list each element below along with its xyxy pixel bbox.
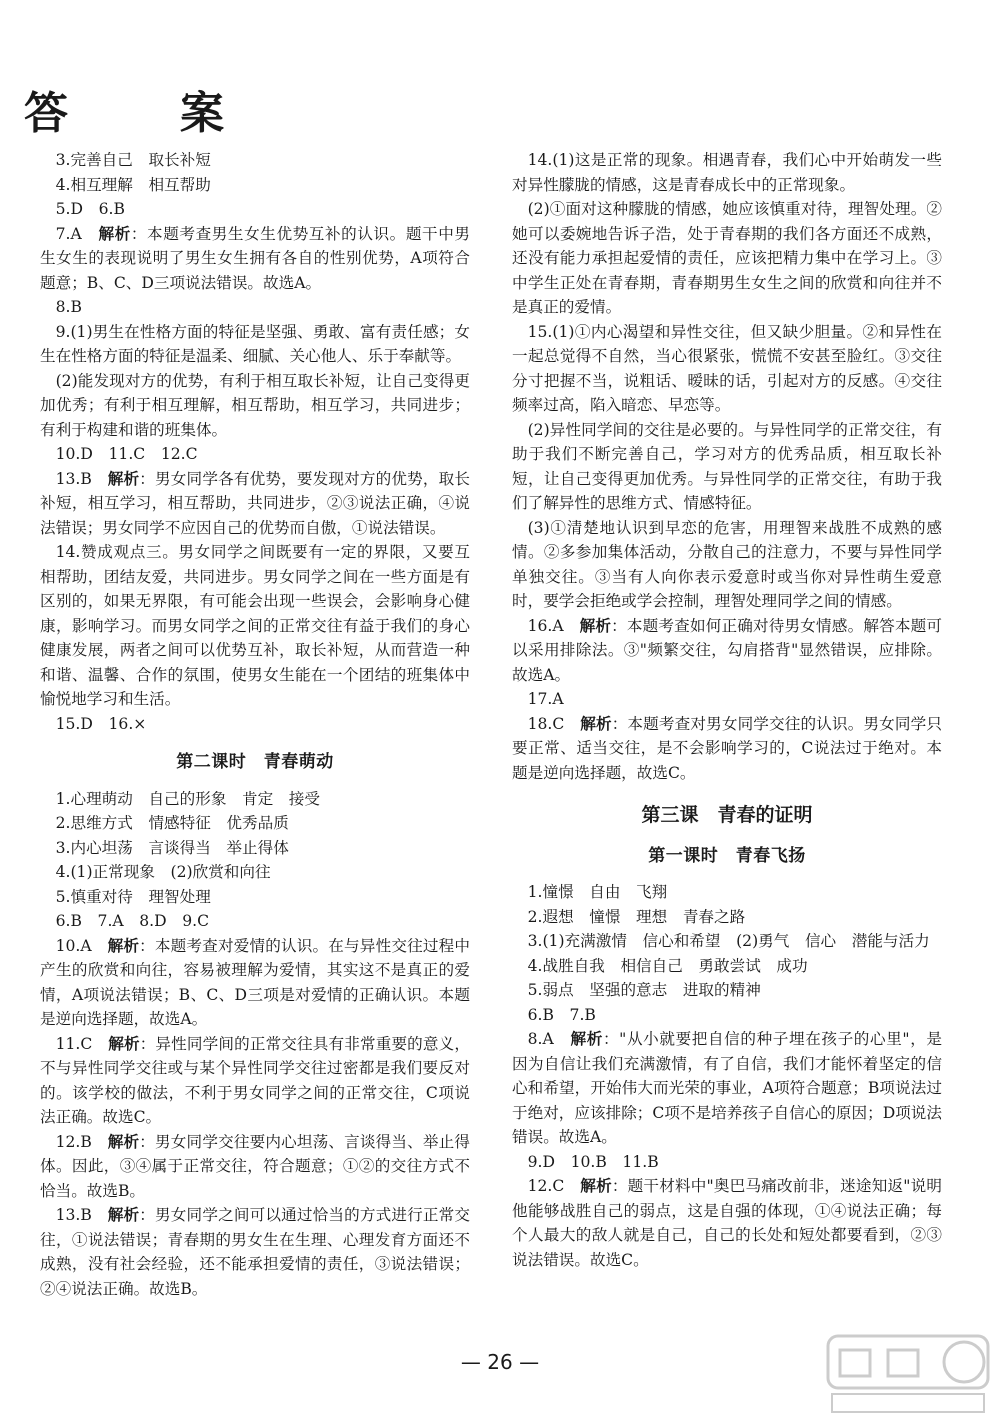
answer-line: 4.战胜自我 相信自己 勇敢尝试 成功 [527,956,808,975]
answer-line: 13.B 解析：男女同学之间可以通过恰当的方式进行正常交往，①说法错误；青春期的男女生在生理、心理发育方面还不成熟，没有社会经验，还不能承担爱情的责任，③说法错误；②④说法正确。故选B。 [40,1206,470,1298]
answer-line: 4.相互理解 相互帮助 [55,175,211,194]
answer-line: 7.A 解析：本题考查男生女生优势互补的认识。题干中男生女生的表现说明了男生女生拥有各自的性别优势，A项符合题意；B、C、D三项说法错误。故选A。 [40,224,470,292]
analysis-label: 解析 [108,1034,140,1053]
answer-line: 1.心理萌动 自己的形象 肯定 接受 [55,789,320,808]
answer-line: 6.B 7.B [527,1005,596,1024]
section-heading: 第一课时 青春飞扬 [648,845,806,866]
left-column [40,148,470,1301]
answer-line: 6.B 7.A 8.D 9.C [55,912,210,930]
analysis-label: 解析 [570,1030,603,1048]
page-number: — 26 — [460,1350,540,1374]
answer-line: 13.B 解析：男女同学各有优势，要发现对方的优势，取长补短，相互学习，相互帮助，共同进步，②③说法正确，④说法错误；男女同学不应因自己的优势而自傲，①说法错误。 [40,469,470,537]
answer-line: 1.憧憬 自由 飞翔 [527,883,668,901]
answer-line: 3.完善自己 取长补短 [55,151,211,169]
answer-line: 10.D 11.C 12.C [55,445,198,463]
answer-line: 5.D 6.B [55,200,125,218]
analysis-label: 解析 [580,714,612,733]
answer-line: 2.遐想 憧憬 理想 青春之路 [527,907,746,926]
answer-line: 15.(1)①内心渴望和异性交往，但又缺少胆量。②和异性在一起总觉得不自然，当心很紧张，慌慌不安甚至脸红。③交往分寸把握不当，说粗话、暧昧的话，引起对方的反感。④交往频率过高，陷入暗恋、早恋等。 [512,322,942,414]
answer-line: 5.弱点 坚强的意志 进取的精神 [527,981,761,999]
answer-line: 8.A 解析："从小就要把自信的种子埋在孩子的心里"，是因为自信让我们充满激情，有了自信，我们才能怀着坚定的信心和希望，开始伟大而光荣的事业，A项符合题意；B项说法过于绝对，应该排除；C项不是培养孩子自信心的原因；D项说法错误。故选A。 [512,1030,942,1146]
answer-line: 5.慎重对待 理智处理 [55,887,211,906]
analysis-label: 解析 [579,616,612,635]
answer-line: 12.B 解析：男女同学交往要内心坦荡、言谈得当、举止得体。因此，③④属于正常交往，符合题意；①②的交往方式不恰当。故选B。 [40,1132,470,1200]
answer-line: 15.D 16.× [55,714,147,733]
analysis-label: 解析 [107,469,140,488]
answer-line: 4.(1)正常现象 (2)欣赏和向往 [55,863,271,881]
answer-line: 3.(1)充满激情 信心和希望 (2)勇气 信心 潜能与活力 [527,932,930,950]
answer-line: 16.A 解析：本题考查如何正确对待男女情感。解答本题可以采用排除法。③"频繁交往，勾肩搭背"显然错误，应排除。故选A。 [512,616,942,684]
lesson-heading: 第三课 青春的证明 [641,804,813,826]
analysis-label: 解析 [107,936,140,955]
answer-line: (3)①清楚地认识到早恋的危害，用理智来战胜不成熟的感情。②多参加集体活动，分散自己的注意力，不要与异性同学单独交往。③当有人向你表示爱意时或当你对异性萌生爱意时，要学会拒绝或学会控制，理智处理同学之间的情感。 [512,518,942,610]
analysis-label: 解析 [98,224,131,243]
answer-line: 9.D 10.B 11.B [527,1152,659,1171]
page-title: 答 案 [24,88,258,139]
answer-line: 8.B [55,298,82,316]
answer-line: 12.C 解析：题干材料中"奥巴马痛改前非，迷途知返"说明他能够战胜自己的弱点，这是自强的体现，①④说法正确；每个人最大的敌人就是自己，自己的长处和短处都要看到，②③说法错误。故选C。 [512,1177,942,1269]
analysis-label: 解析 [107,1206,140,1224]
answer-line: 17.A [527,690,564,708]
analysis-label: 解析 [580,1177,612,1195]
watermark-logo [826,1332,992,1416]
answer-line: 3.内心坦荡 言谈得当 举止得体 [55,838,289,857]
answer-line: 14.赞成观点三。男女同学之间既要有一定的界限，又要互相帮助，团结友爱，共同进步。男女同学之间在一些方面是有区别的，如果无界限，有可能会出现一些误会，会影响身心健康，影响学习。而男女同学之间的正常交往有益于我们的身心健康发展，两者之间可以优势互补，取长补短，从而营造一种和谐、温馨、合作的氛围，使男女生能在一个团结的班集体中愉悦地学习和生活。 [40,543,470,708]
answer-line: (2)①面对这种朦胧的情感，她应该慎重对待，理智处理。②她可以委婉地告诉子浩，处于青春期的我们各方面还不成熟，还没有能力承担起爱情的责任，应该把精力集中在学习上。③中学生正处在青春期，青春期男生女生之间的欣赏和向往并不是真正的爱情。 [512,200,942,316]
answer-line: 14.(1)这是正常的现象。相遇青春，我们心中开始萌发一些对异性朦胧的情感，这是青春成长中的正常现象。 [512,151,942,194]
right-column [512,148,942,1272]
answer-line: 18.C 解析：本题考查对男女同学交往的认识。男女同学只要正常、适当交往，是不会影响学习的，C说法过于绝对。本题是逆向选择题，故选C。 [512,714,942,782]
answer-line: 2.思维方式 情感特征 优秀品质 [55,814,289,832]
answer-line: 10.A 解析：本题考查对爱情的认识。在与异性交往过程中产生的欣赏和向往，容易被理解为爱情，其实这不是真正的爱情，A项说法错误；B、C、D三项是对爱情的正确认识。本题是逆向选择题，故选A。 [40,936,470,1028]
section-heading: 第二课时 青春萌动 [176,752,334,772]
answer-line: (2)能发现对方的优势，有利于相互取长补短，让自己变得更加优秀；有利于相互理解，相互帮助，相互学习，共同进步；有利于构建和谐的班集体。 [40,371,470,439]
answer-line: 11.C 解析：异性同学间的正常交往具有非常重要的意义，不与异性同学交往或与某个异性同学交往过密都是我们要反对的。该学校的做法，不利于男女同学之间的正常交往，C项说法正确。故选C。 [40,1034,470,1126]
answer-line: (2)异性同学间的交往是必要的。与异性同学的正常交往，有助于我们不断完善自己，学习对方的优秀品质，相互取长补短，让自己变得更加优秀。与异性同学的正常交往，有助于我们了解异性的思维方式、情感特征。 [512,420,942,512]
answer-line: 9.(1)男生在性格方面的特征是坚强、勇敢、富有责任感；女生在性格方面的特征是温柔、细腻、关心他人、乐于奉献等。 [40,322,470,365]
analysis-label: 解析 [107,1132,140,1151]
